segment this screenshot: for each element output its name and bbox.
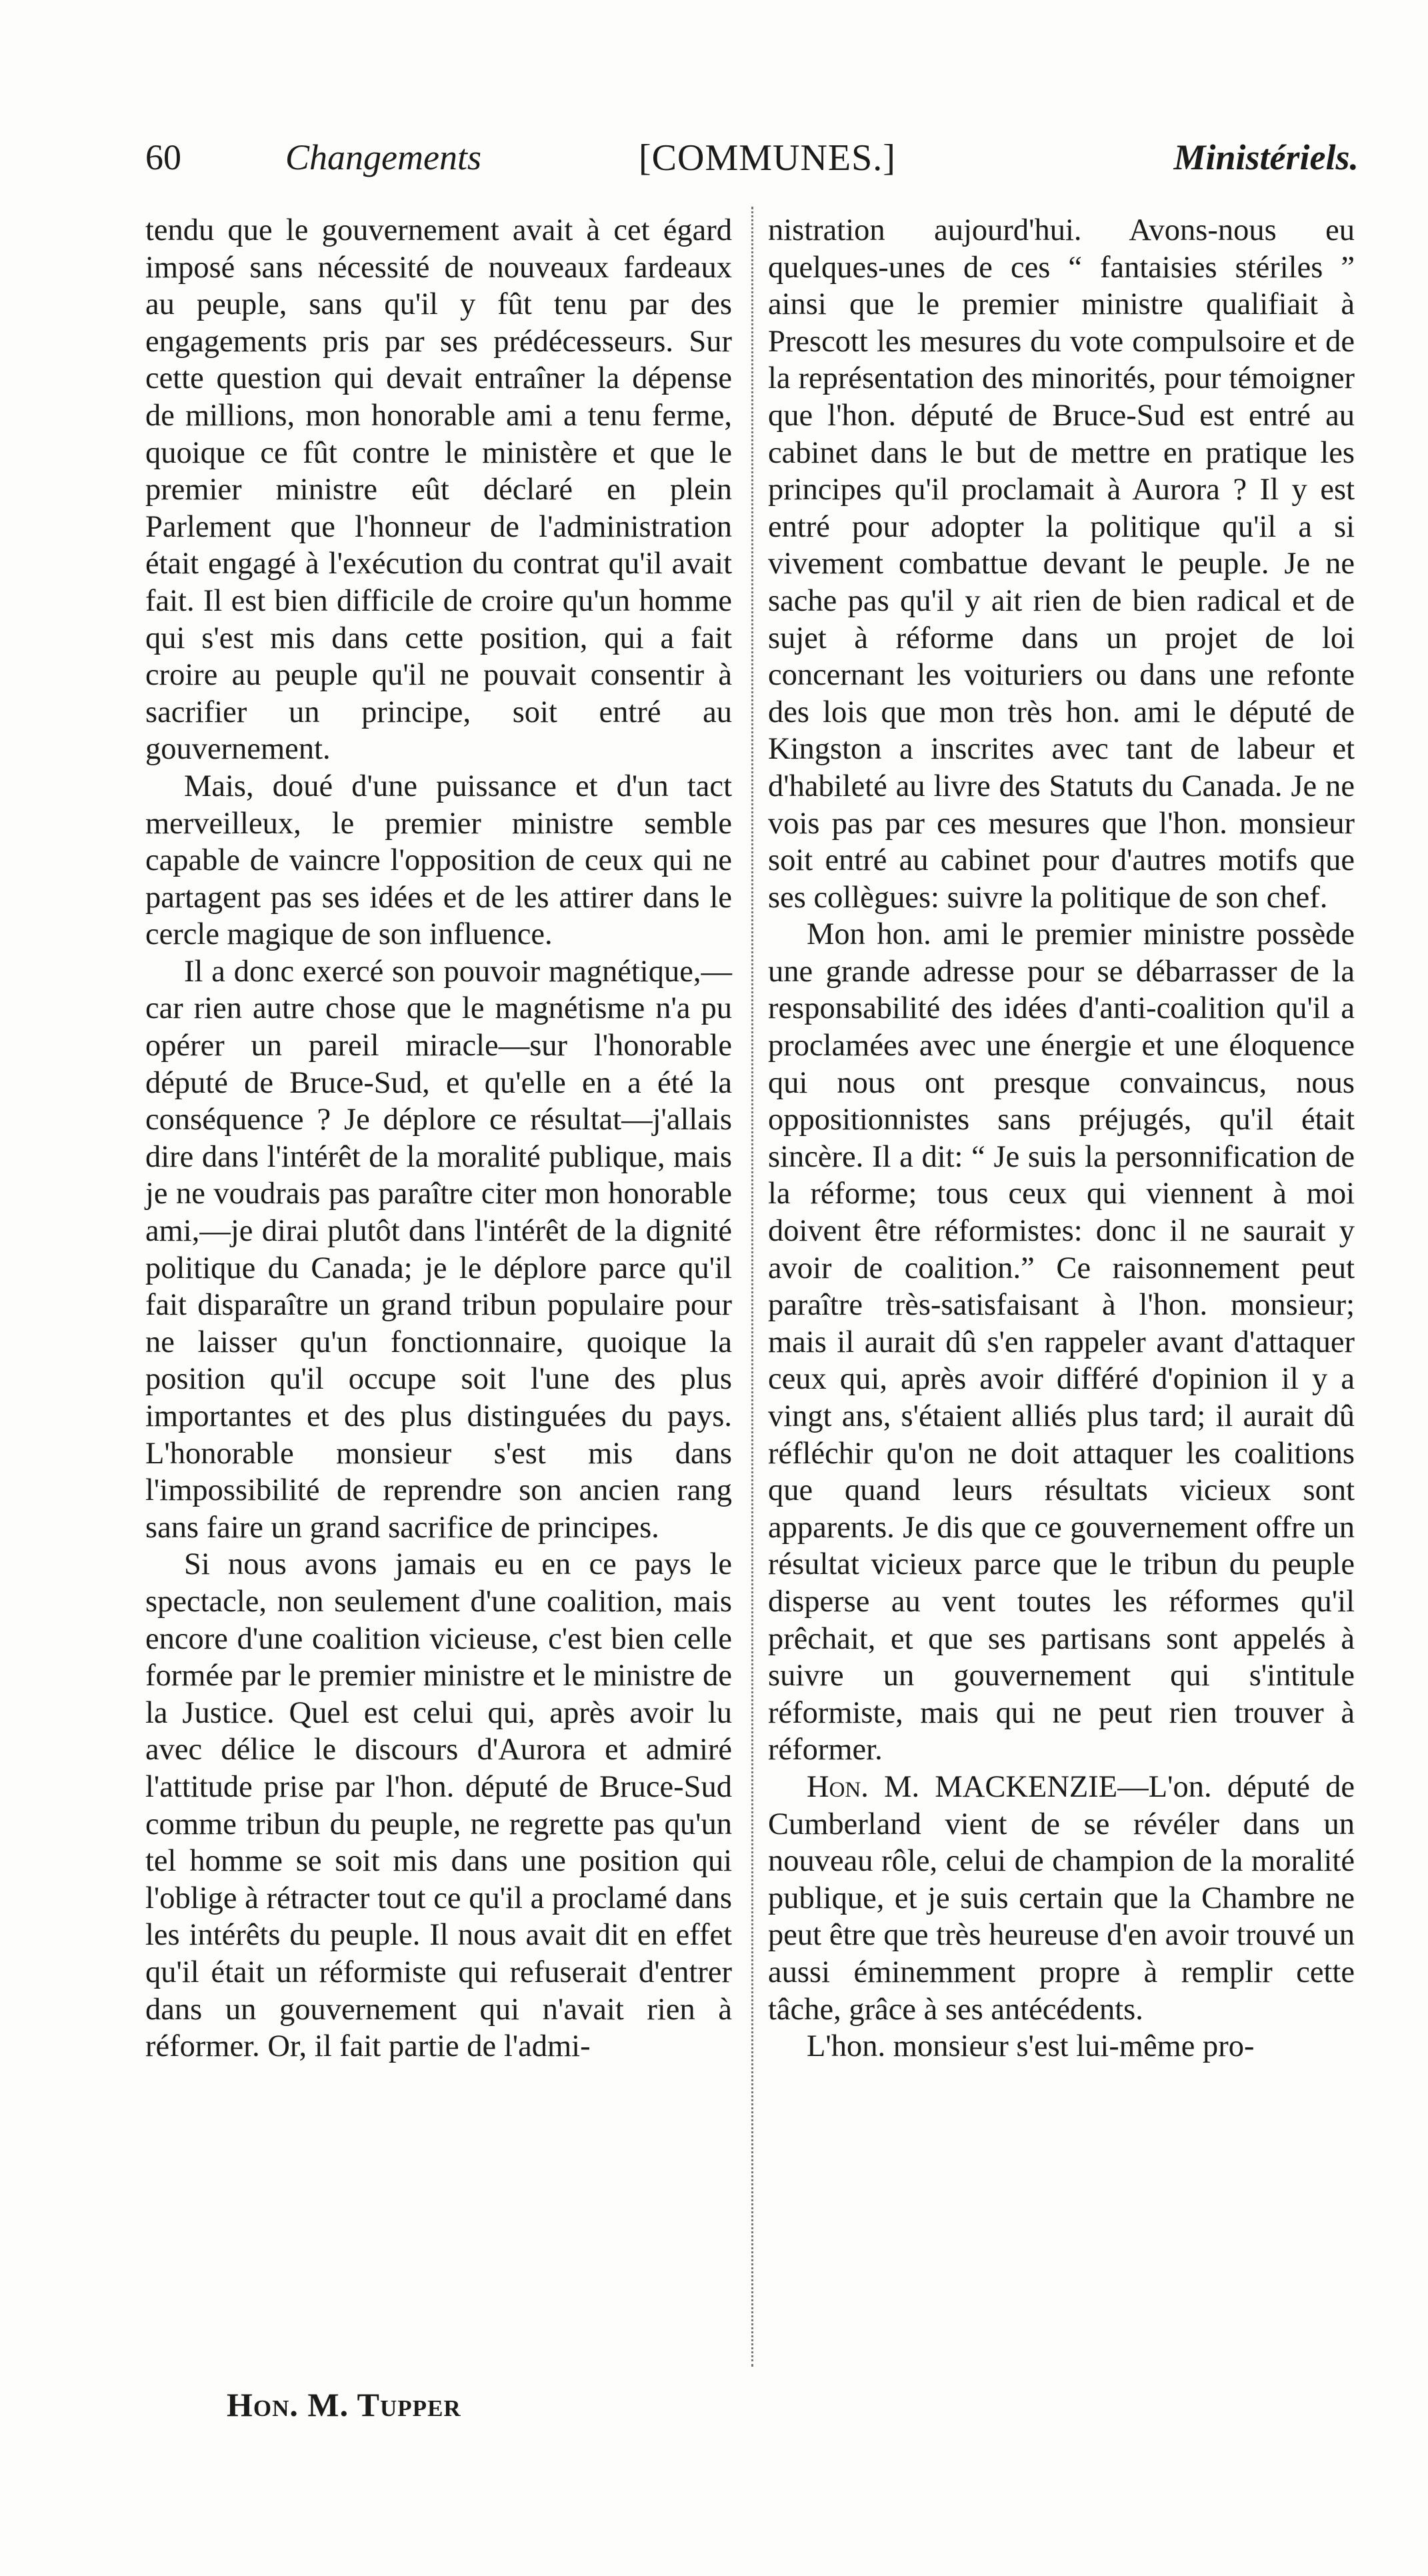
left-paragraph-3: Il a donc exercé son pouvoir magnétique,—car rien autre chose que le magnétisme n'a pu opérer un pareil miracle—sur l'honorable député de Bruce-Sud, et qu'elle en a été la conséquence ? Je déplore ce résultat—j'allais dire dans l'intérêt de la moralité publique, mais je ne voudrais pas paraître citer mon honorable ami,—je dirai plutôt dans l'intérêt de la dignité politique du Canada; je le déplore parce qu'il fait disparaître un grand tribun populaire pour ne laisser qu'un fonctionnaire, quoique la position qu'il occupe soit l'une des plus importantes et des plus distinguées du pays. L'honorable monsieur s'est mis dans l'impossibilité de reprendre son ancien rang sans faire un grand sacrifice de principes.	[145, 954, 732, 1545]
header-right-title: Ministériels.	[1173, 137, 1359, 177]
right-paragraph-1: nistration aujourd'hui. Avons-nous eu quelques-unes de ces “ fantaisies stériles ” ainsi que le premier ministre qualifiait à Prescott les mesures du vote compulsoire et de la représentation des minorités, pour témoigner que l'hon. député de Bruce-Sud est entré au cabinet dans le but de mettre en pratique les principes qu'il proclamait à Aurora ? Il y est entré pour adopter la politique qu'il a si vivement combattue devant le peuple. Je ne sache pas qu'il y ait rien de bien radical et de sujet à réforme dans un projet de loi concernant les voituriers ou dans une refonte des lois que mon très hon. ami le député de Kingston a inscrites avec tant de labeur et d'habileté au livre des Statuts du Canada. Je ne vois pas par ces mesures que l'hon. monsieur soit entré au cabinet pour d'autres motifs que ses collègues: suivre la politique de son chef.	[768, 213, 1355, 915]
header-left-title: Changements	[285, 137, 481, 177]
right-paragraph-3	[768, 1769, 1355, 2028]
right-paragraph-3-text: —L'on. député de Cumberland vient de se révéler dans un nouveau rôle, celui de champion de la moralité publique, et je suis certain que la Chambre ne peut être que très heureuse d'en avoir trouvé un aussi éminemment propre à remplir cette tâche, grâce à ses antécédents.	[768, 1769, 1355, 2027]
column-divider	[751, 207, 753, 2367]
running-header	[145, 137, 1359, 190]
left-paragraph-2: Mais, doué d'une puissance et d'un tact merveilleux, le premier ministre semble capable de vaincre l'opposition de ceux qui ne partagent pas ses idées et de les attirer dans le cercle magique de son influence.	[145, 769, 732, 952]
speaker-label: Hon. M. MACKENZIE	[807, 1769, 1118, 1804]
left-paragraph-1: tendu que le gouvernement avait à cet égard imposé sans nécessité de nouveaux fardeaux au peuple, sans qu'il y fût tenu par des engagements pris par ses prédécesseurs. Sur cette question qui devait entraîner la dépense de millions, mon honorable ami a tenu ferme, quoique ce fût contre le ministère et que le premier ministre eût déclaré en plein Parlement que l'honneur de l'administration était engagé à l'exécution du contrat qu'il avait fait. Il est bien difficile de croire qu'un homme qui s'est mis dans cette position, qui a fait croire au peuple qu'il ne pouvait consentir à sacrifier un principe, soit entré au gouvernement.	[145, 213, 732, 767]
right-paragraph-4: L'hon. monsieur s'est lui-même pro-	[807, 2029, 1255, 2064]
left-paragraph-4: Si nous avons jamais eu en ce pays le spectacle, non seulement d'une coalition, mais encore d'une coalition vicieuse, c'est bien celle formée par le premier ministre et le ministre de la Justice. Quel est celui qui, après avoir lu avec délice le discours d'Aurora et admiré l'attitude prise par l'hon. député de Bruce-Sud comme tribun du peuple, ne regrette pas qu'un tel homme se soit mis dans une position qui l'oblige à rétracter tout ce qu'il a proclamé dans les intérêts du peuple. Il nous avait dit en effet qu'il était un réformiste qui refuserait d'entrer dans un gouvernement qui n'avait rien à réformer. Or, il fait partie de l'admi-	[145, 1547, 732, 2064]
right-column	[768, 212, 1355, 2065]
header-center-title: [COMMUNES.]	[639, 137, 896, 179]
right-paragraph-2: Mon hon. ami le premier ministre possède une grande adresse pour se débarrasser de la responsabilité des idées d'anti-coalition qu'il a proclamées avec une énergie et une éloquence qui nous ont presque convaincus, nous oppositionnistes sans préjugés, qu'il était sincère. Il a dit: “ Je suis la personnification de la réforme; tous ceux qui viennent à moi doivent être réformistes: donc il ne saurait y avoir de coalition.” Ce raisonnement peut paraître très-satisfaisant à l'hon. monsieur; mais il aurait dû s'en rappeler avant d'attaquer ceux qui, après avoir différé d'opinion il y a vingt ans, s'étaient alliés plus tard; il aurait dû réfléchir qu'on ne doit attaquer les coalitions que quand leurs résultats vicieux sont apparents. Je dis que ce gouvernement offre un résultat vicieux parce que le tribun du peuple disperse au vent toutes les réformes qu'il prêchait, et que ses partisans sont appelés à suivre un gouvernement qui s'intitule réformiste, mais qui ne peut rien trouver à réformer.	[768, 917, 1355, 1767]
footer-speaker-name: Hon. M. Tupper	[227, 2386, 461, 2423]
left-column	[145, 212, 732, 2065]
page-number: 60	[145, 137, 181, 177]
